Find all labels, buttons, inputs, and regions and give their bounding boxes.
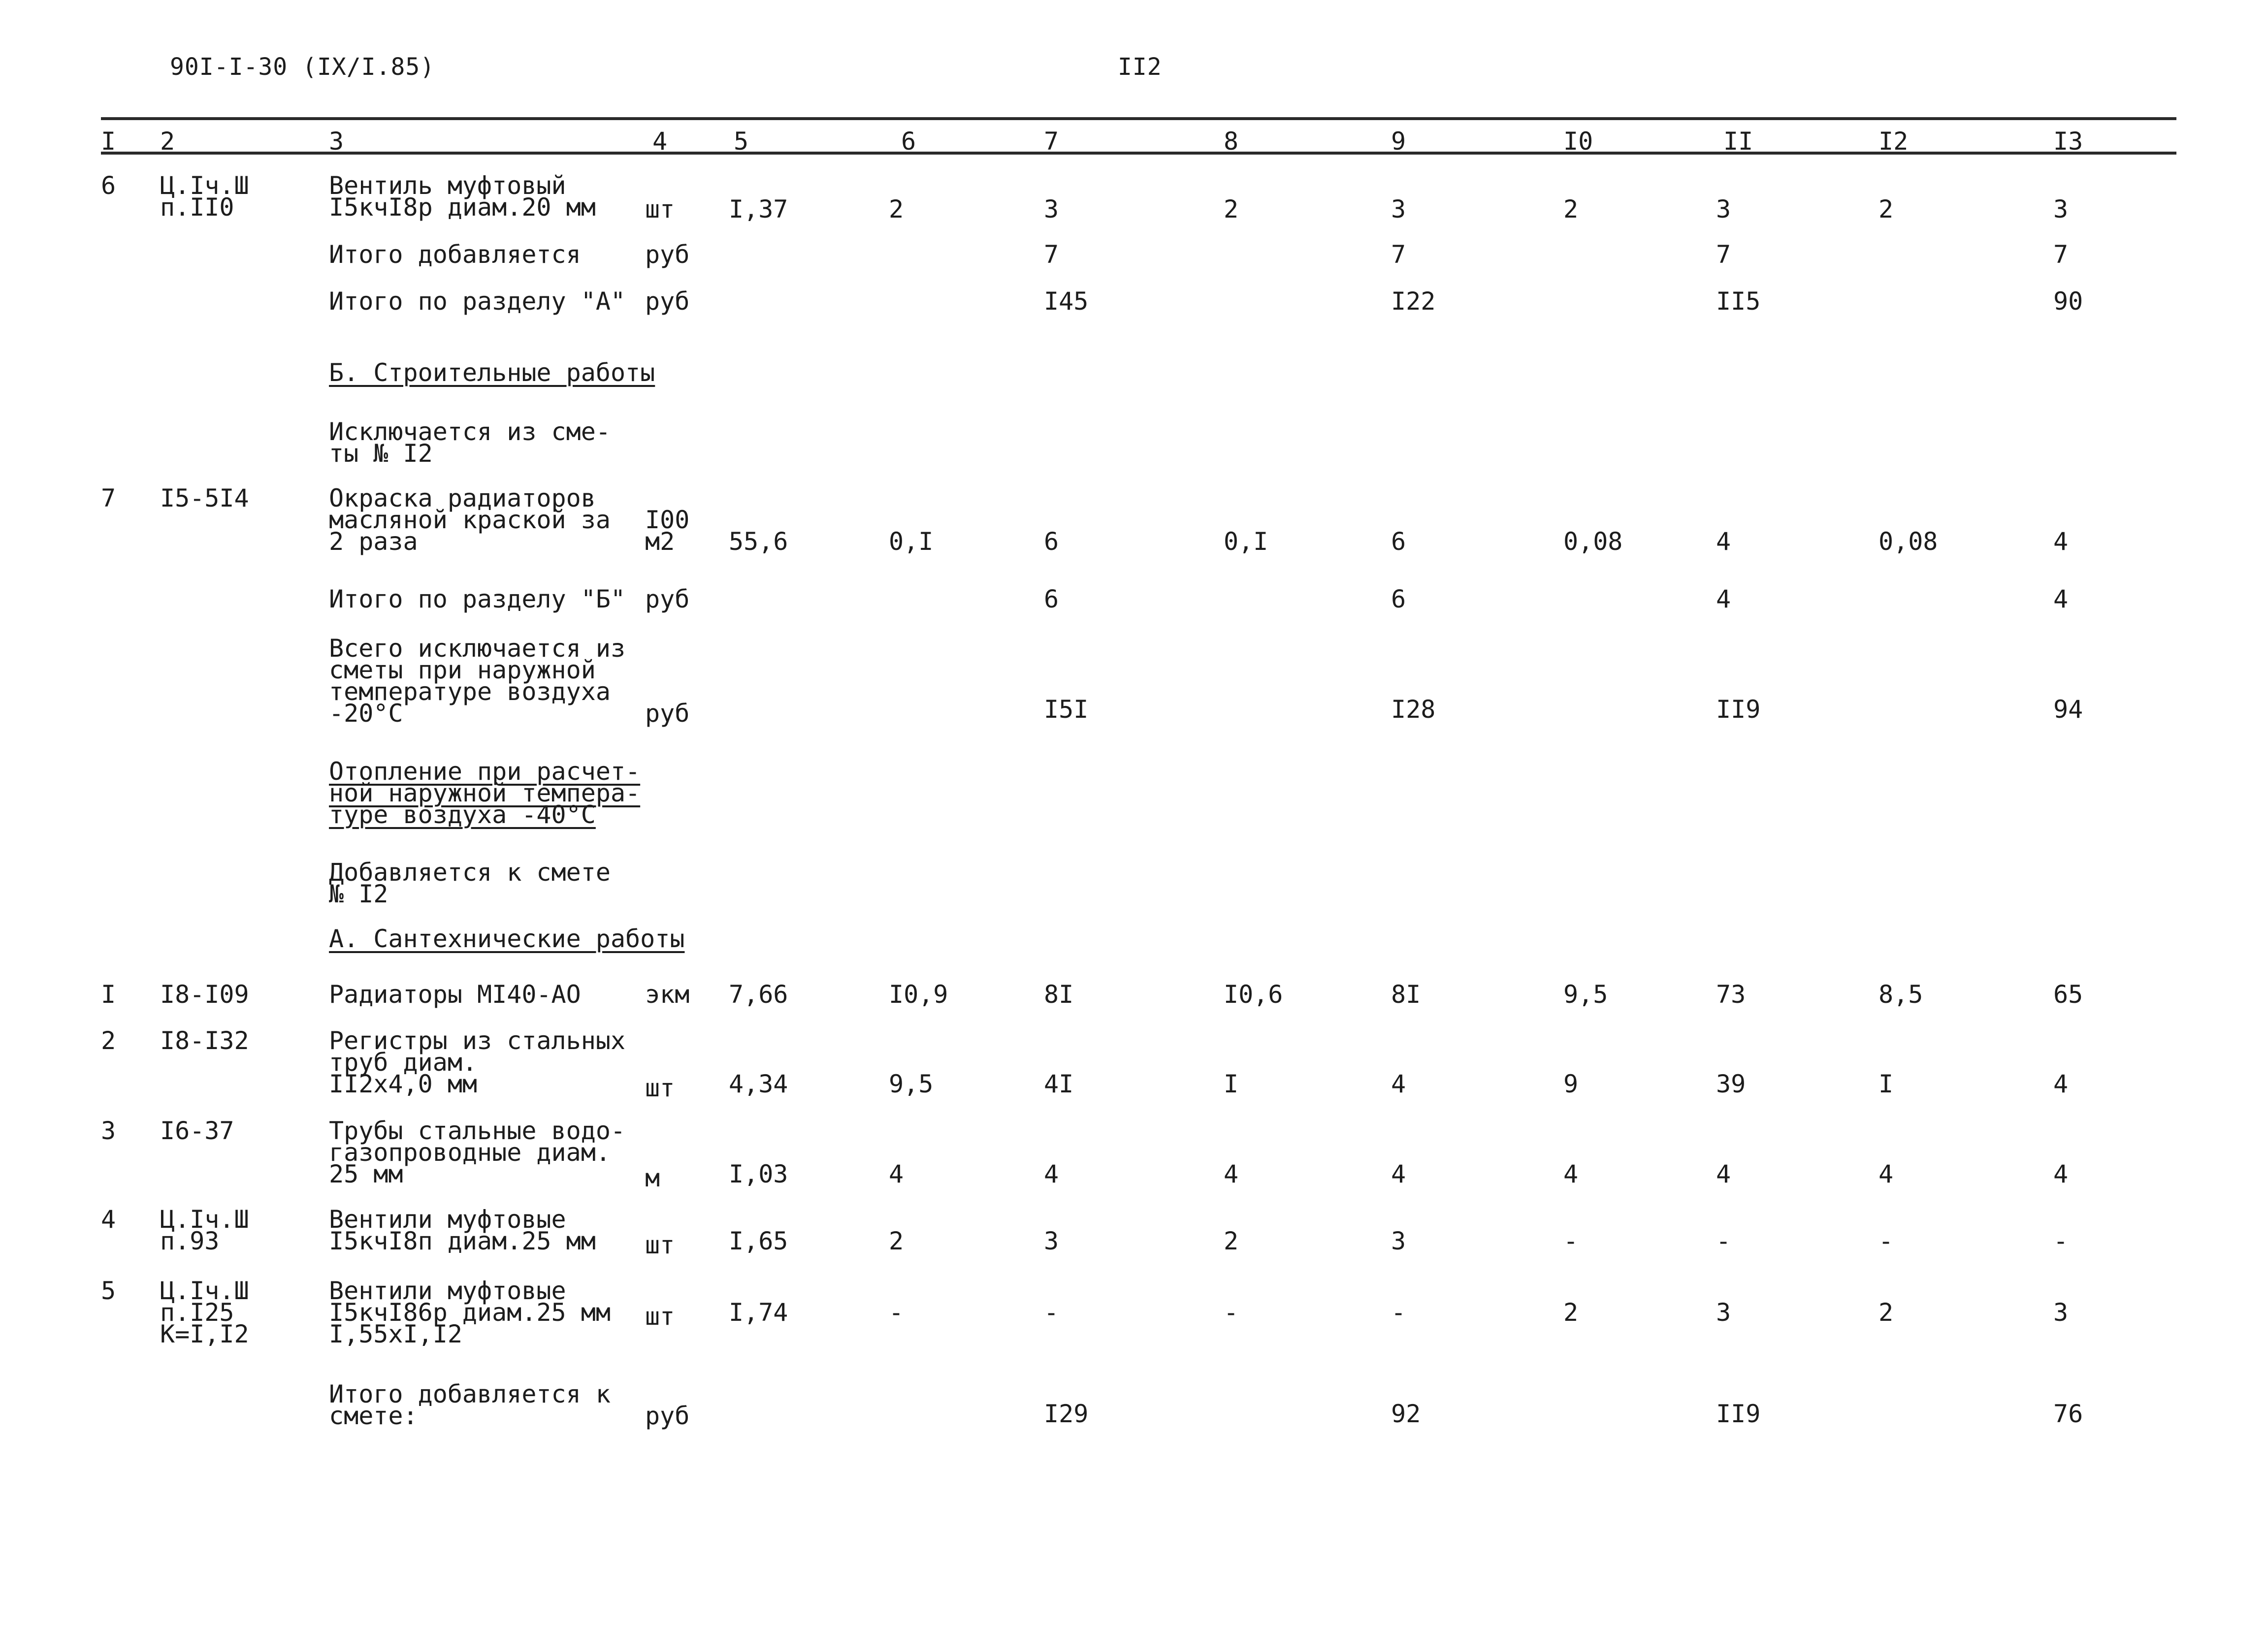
row-number: 5 (101, 1277, 116, 1305)
cost-col13: 4 (2053, 1070, 2069, 1098)
cost-col7: 8I (1044, 980, 1074, 1009)
unit: экм (645, 980, 690, 1009)
work-description: Регистры из стальных труб диам. II2х4,0 мм (329, 1026, 626, 1098)
unit: руб (645, 699, 690, 728)
work-description: Вентили муфтовые I5кчI8п диам.25 мм (329, 1205, 596, 1255)
unit: шт (645, 1074, 675, 1102)
rate-code: I5-5I4 (160, 484, 249, 512)
cost-col7: 6 (1044, 527, 1059, 556)
cost-col7: I29 (1044, 1400, 1089, 1428)
column-number: 4 (652, 127, 668, 156)
unit-price: 7,66 (729, 980, 788, 1009)
quantity-col10: 2 (1563, 1298, 1579, 1327)
cost-col13: 3 (2053, 195, 2069, 223)
note-text: Добавляется к смете № I2 (329, 858, 611, 908)
quantity-col10: 0,08 (1563, 527, 1623, 556)
cost-col7: I45 (1044, 287, 1089, 316)
quantity-col6: 2 (889, 1227, 904, 1255)
row-number: 3 (101, 1117, 116, 1145)
cost-col11: 4 (1716, 527, 1731, 556)
unit: шт (645, 1302, 675, 1331)
work-description: Радиаторы МI40-АО (329, 980, 581, 1009)
section-heading: Отопление при расчет- ной наружной темпера- туре воздуха -40°С (329, 757, 641, 829)
cost-col11: 4 (1716, 1160, 1731, 1188)
quantity-col12: 2 (1879, 1298, 1894, 1327)
quantity-col10: 9,5 (1563, 980, 1608, 1009)
work-description: Трубы стальные водо- газопроводные диам. 25 мм (329, 1117, 626, 1188)
cost-col11: 73 (1716, 980, 1746, 1009)
cost-col7: 4 (1044, 1160, 1059, 1188)
note-text: Исключается из сме- ты № I2 (329, 417, 611, 468)
unit: руб (645, 240, 690, 269)
cost-col9: 4 (1391, 1070, 1406, 1098)
cost-col9: 7 (1391, 240, 1406, 269)
column-number: 7 (1044, 127, 1059, 156)
cost-col7: 3 (1044, 1227, 1059, 1255)
unit-price: I,03 (729, 1160, 788, 1188)
quantity-col6: I0,9 (889, 980, 948, 1009)
cost-col9: I22 (1391, 287, 1436, 316)
cost-col13: 76 (2053, 1400, 2083, 1428)
unit: руб (645, 585, 690, 613)
row-number: 2 (101, 1026, 116, 1055)
quantity-col6: 2 (889, 195, 904, 223)
quantity-col6: 0,I (889, 527, 934, 556)
quantity-col8: I (1224, 1070, 1239, 1098)
unit-price: I,74 (729, 1298, 788, 1327)
quantity-col8: 4 (1224, 1160, 1239, 1188)
cost-col9: 3 (1391, 1227, 1406, 1255)
work-description: Вентили муфтовые I5кчI86р диам.25 мм I,55хI,I2 (329, 1277, 611, 1348)
cost-col7: 3 (1044, 195, 1059, 223)
table-header-rule (101, 152, 2176, 155)
section-heading: Б. Строительные работы (329, 358, 655, 387)
rate-code: I8-I32 (160, 1026, 249, 1055)
unit-price: 55,6 (729, 527, 788, 556)
work-description: Окраска радиаторов масляной краской за 2 раза (329, 484, 611, 556)
quantity-col10: 2 (1563, 195, 1579, 223)
cost-col11: II9 (1716, 695, 1761, 724)
column-number: 5 (734, 127, 749, 156)
quantity-col10: 9 (1563, 1070, 1579, 1098)
column-number: 6 (901, 127, 916, 156)
cost-col7: 6 (1044, 585, 1059, 613)
cost-col13: - (2053, 1227, 2069, 1255)
column-number: I3 (2053, 127, 2083, 156)
cost-col11: II5 (1716, 287, 1761, 316)
column-number: 8 (1224, 127, 1239, 156)
column-number: I2 (1879, 127, 1909, 156)
cost-col7: 7 (1044, 240, 1059, 269)
unit: шт (645, 195, 675, 223)
unit: шт (645, 1231, 675, 1259)
cost-col11: 7 (1716, 240, 1731, 269)
section-heading: А. Сантехнические работы (329, 925, 685, 953)
quantity-col12: I (1879, 1070, 1894, 1098)
unit: руб (645, 287, 690, 316)
cost-col13: 3 (2053, 1298, 2069, 1327)
rate-code: Ц.Iч.Ш п.I25 К=I,I2 (160, 1277, 249, 1348)
quantity-col10: 4 (1563, 1160, 1579, 1188)
cost-col13: 94 (2053, 695, 2083, 724)
cost-col11: 3 (1716, 195, 1731, 223)
quantity-col6: 4 (889, 1160, 904, 1188)
quantity-col8: I0,6 (1224, 980, 1283, 1009)
quantity-col8: 0,I (1224, 527, 1268, 556)
section-total-label: Итого по разделу "А" (329, 287, 626, 316)
cost-col11: 39 (1716, 1070, 1746, 1098)
unit-price: I,37 (729, 195, 788, 223)
row-number: 6 (101, 171, 116, 200)
column-number: II (1723, 127, 1753, 156)
quantity-col6: - (889, 1298, 904, 1327)
cost-col7: 4I (1044, 1070, 1074, 1098)
quantity-col8: 2 (1224, 195, 1239, 223)
unit-price: 4,34 (729, 1070, 788, 1098)
grand-total-label: Всего исключается из сметы при наружной температуре воздуха -20°С (329, 634, 626, 728)
cost-col11: 3 (1716, 1298, 1731, 1327)
cost-col13: 4 (2053, 1160, 2069, 1188)
quantity-col8: - (1224, 1298, 1239, 1327)
rate-code: I8-I09 (160, 980, 249, 1009)
unit: м (645, 1164, 660, 1192)
grand-total-label: Итого добавляется к смете: (329, 1380, 611, 1430)
cost-col9: 3 (1391, 195, 1406, 223)
unit-price: I,65 (729, 1227, 788, 1255)
cost-col9: I28 (1391, 695, 1436, 724)
document-code: 90I-I-30 (IX/I.85) (170, 53, 435, 81)
cost-col11: 4 (1716, 585, 1731, 613)
cost-col13: 4 (2053, 585, 2069, 613)
table-top-rule (101, 117, 2176, 120)
quantity-col12: 4 (1879, 1160, 1894, 1188)
work-description: Итого добавляется (329, 240, 581, 269)
unit: руб (645, 1402, 690, 1430)
cost-col13: 65 (2053, 980, 2083, 1009)
cost-col13: 90 (2053, 287, 2083, 316)
column-number: 3 (329, 127, 344, 156)
quantity-col8: 2 (1224, 1227, 1239, 1255)
rate-code: Ц.Iч.Ш п.93 (160, 1205, 249, 1255)
quantity-col6: 9,5 (889, 1070, 934, 1098)
cost-col9: 6 (1391, 527, 1406, 556)
cost-col9: - (1391, 1298, 1406, 1327)
unit: I00 м2 (645, 506, 690, 556)
column-number: 9 (1391, 127, 1406, 156)
rate-code: I6-37 (160, 1117, 234, 1145)
section-total-label: Итого по разделу "Б" (329, 585, 626, 613)
column-number: 2 (160, 127, 175, 156)
column-number: I (101, 127, 116, 156)
cost-col9: 4 (1391, 1160, 1406, 1188)
work-description: Вентиль муфтовый I5кчI8р диам.20 мм (329, 171, 596, 222)
cost-col9: 92 (1391, 1400, 1421, 1428)
cost-col7: - (1044, 1298, 1059, 1327)
row-number: 7 (101, 484, 116, 512)
cost-col9: 6 (1391, 585, 1406, 613)
rate-code: Ц.Iч.Ш п.II0 (160, 171, 249, 222)
page-number: II2 (1118, 53, 1162, 81)
cost-col9: 8I (1391, 980, 1421, 1009)
quantity-col12: 0,08 (1879, 527, 1938, 556)
quantity-col12: - (1879, 1227, 1894, 1255)
cost-col13: 4 (2053, 527, 2069, 556)
cost-col13: 7 (2053, 240, 2069, 269)
row-number: 4 (101, 1205, 116, 1234)
quantity-col12: 8,5 (1879, 980, 1923, 1009)
quantity-col10: - (1563, 1227, 1579, 1255)
quantity-col12: 2 (1879, 195, 1894, 223)
cost-col7: I5I (1044, 695, 1089, 724)
row-number: I (101, 980, 116, 1009)
cost-col11: II9 (1716, 1400, 1761, 1428)
column-number: I0 (1563, 127, 1593, 156)
cost-col11: - (1716, 1227, 1731, 1255)
